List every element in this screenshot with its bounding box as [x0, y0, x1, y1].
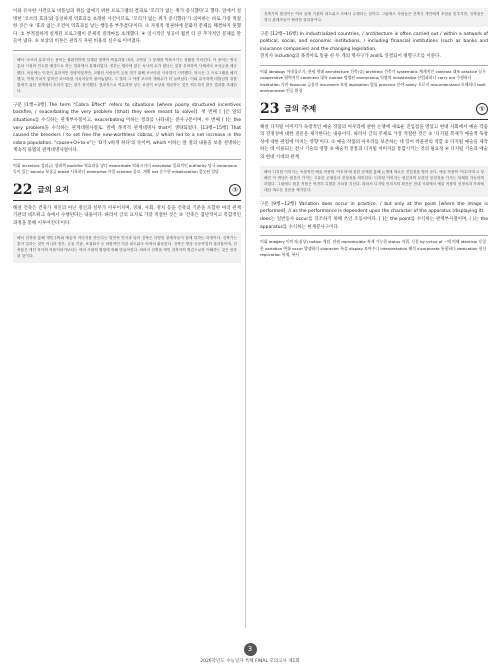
right-column — [260, 8, 488, 258]
section-title: 글의 요지 — [37, 185, 70, 195]
section-number: 22 — [13, 181, 33, 198]
divider-line — [13, 159, 241, 160]
vocabulary-list: 어휘 imagery 이미지(심상) notion 개념, 관념 reproducible 복제 가능한 status 지위, 신분 by virtue of ~에 의해 identical 동일한 variation 변화 occur 발생하다 character 특성 display 보여주다 interpretation 해석 incorporate 통합하다 dedication 헌신 replication 복제, 복사 — [260, 239, 487, 257]
page-number: 3 — [244, 643, 257, 656]
question-22-translation: 해석 건축을 통해 개인주의와 예술적 이미지를 만든다는 일반적 인식과 달리 건축은 다양한 관계자들이 함께 일하는 과정이다. 건축가는 혼자 일하는 것이 아니라 정부, 금융 기관, 보험회사 등 복합적인 기관 네트워크 속에서 활동한다. 건축은 항상 공동작업의 결과물이며, 건축물은 개인 작가의 작품이라기보다는 여러 사람의 협업에 의해 만들어진다. 따라서 건축을 개인 건축가의 영감으로만 이해하는 것은 잘못된 것이다. — [13, 232, 241, 263]
divider-line — [260, 235, 488, 236]
syntax-note-explanation: 전치사 including의 목적어로 밑줄 친 두 개의 명사구가 and로 연결되어 병렬구조를 이룬다. — [260, 54, 441, 60]
syntax-note: 구문 [1행~3행] The term "Cobra Effect" refers to situations [where poorly structured incentives backfire, / exacerbating the very problem [(that) they were meant to solve]]. 첫 번째 [ ]은 앞의 situations를 수식하는 관계부사절이고, exacerbating 이하는 결과를 나타내는 분사구문이며, 두 번째 [ ]는 the very problem을 수식하는 관계대명사절로, 앞에 목적격 관계대명사 that이 생략되었다. [13행~15행] That caused the breeders / to set free the now-worthless cobras, // which led to a net increase in the cobra population. "cause+O+to-v"는 'O가 v하게 하다'의 뜻이며, which 이하는 앞 절의 내용을 보충 설명하는 계속적 용법의 관계대명사절이다. — [13, 102, 241, 154]
footer-text: 2026학년도 수능일자 특해 FINAL 모의고사 제1회 — [200, 659, 300, 664]
explanation-box: 해석 '코브라 효과'라는 용어는 불완전하게 설계된 정책이 역효과를 내서, 고안된 그 문제를 악화시키는 상황을 가리킨다. 이 용어는 영국 통치 시절의 인도를 배경으로 하는 일화에서 유래되었다. 정부는 델리에 있는 독사의 수가 많다는 것을 우려하여 사체마다 보상금을 제공했다. 처음에는 이것이 효과적인 전략이었지만, 교활한 사람들이 돈을 벌기 위해 코브라를 사육하기 시작했다. 당국은 그 프로그램을 폐지했고, 이제 가치가 없어진 코브라를 사육자들이 풀어놓았다. 그 결과 그 야생 코브라 개체수가 더 늘어났다. 이와 유사하게 비틀넘의 쥐를 없애기 위한 정책에서 꼬리가 없는 쥐가 증식했다. 결과적으로 역효과를 낳는 조건이 보상을 제공하는 것은 의도하지 않은 결과를 초래한다. — [13, 54, 241, 98]
answer-badge: ⑤ — [476, 103, 488, 115]
vocabulary-list: 어휘 ideology 이데올로기; 관념 형태 architecture 건축(술) architect 건축가 systematic 체계적인 contrast 대조 practice 실무 cooperative 협력적인 continent 대륙 named 명명된 anonymous 익명의 industrialize 산업화하다 carry out 수행하다 institution 기관 financial 금융의 insurance 보험 legislation 법률 province 분야 solely 오로지 misunderstand 오해하다 built environment 인공 환경 — [260, 68, 486, 94]
syntax-note: 구문 [12행~16행] In industrialized countries, / architecture is often carried out / within a network of political, social, and economic institutions, / including financial institutions (such as banks and insurance companies) and the changing legislation. — [260, 31, 488, 52]
syntax-note-explanation: does는 일반동사 occur를 강조하기 위해 쓰인 조동사이다. [ ]는 the point를 수식하는 관계부사절이며, ( )는 the apparatus를 수식하는 현재분사구이다. — [260, 216, 488, 230]
translation-continued: 건축가의 환경이든 여러 관계 기관의 네트워크 속에서 수행되는 것이다. 그럼에도 사람들은 건축가 개인에게 초점을 맞추지만, 건축물은 결국 관계자들이 협력한 결과물이다. — [260, 8, 488, 27]
answer-badge: ③ — [229, 184, 241, 196]
section-22-header — [13, 180, 241, 201]
syntax-note: 구문 [9행~12행] Variation does occur in practice, / but only at the point [where the image is performed], // as the performance is dependent upon the character of the apparatus (displaying it). — [260, 201, 488, 215]
section-23-header — [260, 99, 488, 120]
question-23-translation: 해석 디지털 이미지는 독창적인 예술 작품의 '아우라'에 관한 문제를 통해 논쟁에 새로운 진입점을 열어 준다. 예술 작품의 '아우라'라고 칭해진 이 개념은 원본이 가지는 고유한 존재감과 진정성을 의미한다. 디지털 이미지는 원본과의 무한한 동일성을 가지는 복제를 가능하게 하였다. 그럼에도 원본 작품은 여전히 특별한 가치를 지닌다. 따라서 디지털 이미지의 확산은 현대 사회에서 예술 작품의 진정성과 가치에 대한 새로운 질문을 제기한다. — [260, 166, 488, 197]
page-footer — [0, 636, 500, 664]
column-divider — [245, 8, 246, 628]
divider-line — [13, 50, 241, 51]
section-title: 글의 주제 — [284, 104, 317, 114]
left-column — [13, 8, 241, 263]
question-22-explanation: 해설 건축은 건축가 개인의 아닌 정신과 실무가 이루어지며, 경제, 사회, 정치 등을 건축의 기준을 포함한 여러 관계 기관의 네트워크 속에서 수행된다는 내용이다. 따라서 글의 요지로 가장 적절한 것은 ③ '건축은 집단적이고 복합적인 과정을 통해 이루어진다'이다. — [13, 205, 241, 226]
answer-options-text: 이와 유사한 사건으로 비틀넘의 쥐를 없애기 위한 프로그램의 결과로 '꼬리가 없는 쥐가 증식했다'고 했다. 일에서 설명한 '코브라 효과'와 동일하게 역효과를 초래한 사건이므로, '꼬리가 없는 쥐가 증식했다'가 의미하는 바로 가장 적절한 것은 ③ '효과 없는 조건이 역효과를 낳는 행동을 부추겼다'이다. ① 자정적 정권하에 문화적 문제를 해결하지 못했다. ② 부적절하게 설계된 프로그램이 문제적 질레마를 초래했다. ④ 일시적인 성공이 훨씬 더 큰 추가적인 문제를 만들어 냈다. ⑤ 보상의 비론은 관리가 자원 비용의 실수로 이어졌다. — [13, 9, 241, 45]
section-number: 23 — [260, 100, 280, 117]
question-23-explanation: 해설 디지털 이미지가 독창적인 예술 작품의 아우라에 관한 논쟁에 새로운 진입점을 열었고 현대 사회에서 예술 작품의 진정성에 대한 질문을 제기한다는 내용이다. 따라서 글의 주제로 가장 적절한 것은 ⑤ '디지털 복제가 예술적 독창성에 대한 관점에 미치는 영향'이다. ① 예술 작품의 아우라를 보존하는 데 있어 박물관의 역할 ② 디지털 예술을 제작하는 데 이용되는 전시 기술의 영향 ③ 예술적 전통과 디지털 이미지를 통합시키는 것의 필요성 ④ 디지털 기술과 예술의 현대 시대의 관계 — [260, 124, 488, 160]
vocabulary-list: 어휘 incentive 성과급; 장려책 backfire 역효과를 낳다 exacerbate 악화시키다 anecdotal 일화적인 authority 당국 venomous 독이 있는 bounty 보상금 breed 사육하다 enterprise 사업 scheme 음모, 계획 net 순수한 misallocation 잘못된 할당 — [13, 162, 237, 175]
divider-line — [260, 65, 488, 66]
